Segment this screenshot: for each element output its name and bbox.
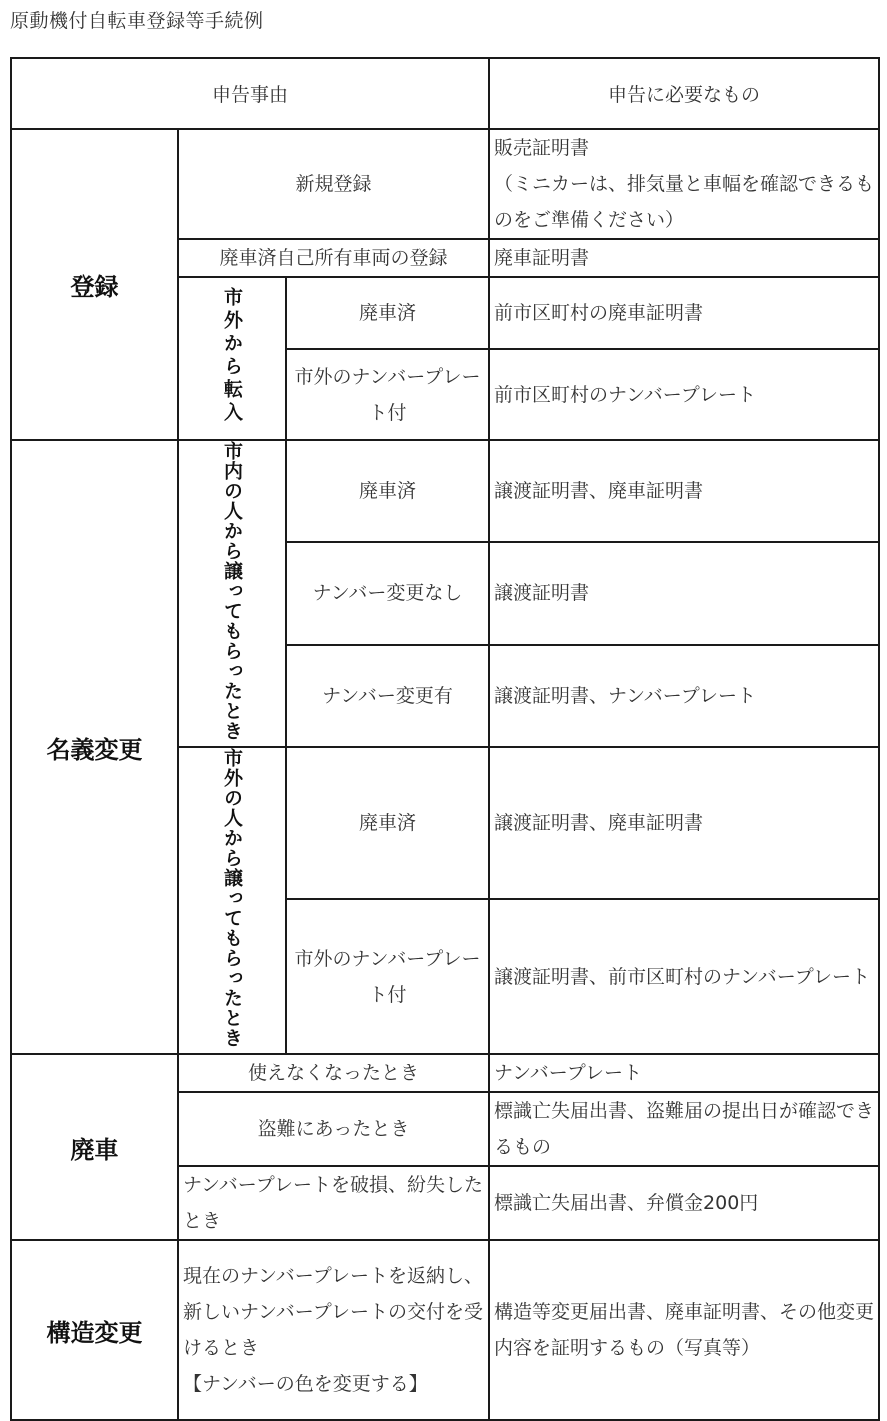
group-outside-city: 市外の人から譲ってもらったとき — [178, 747, 286, 1054]
header-row — [11, 58, 879, 129]
reason-scrapped-own: 廃車済自己所有車両の登録 — [178, 239, 489, 277]
required-scrapped-own: 廃車証明書 — [489, 239, 879, 277]
required-unusable: ナンバープレート — [489, 1054, 879, 1092]
table-row — [11, 1240, 879, 1420]
reason-structure-change — [178, 1240, 489, 1420]
reason-new-registration: 新規登録 — [178, 129, 489, 239]
reason-inside-no-change: ナンバー変更なし — [286, 542, 489, 645]
required-new-registration — [489, 129, 879, 239]
category-structure-change: 構造変更 — [11, 1240, 178, 1420]
required-inside-no-change: 譲渡証明書 — [489, 542, 879, 645]
header-required: 申告に必要なもの — [489, 58, 879, 129]
required-structure-change: 構造等変更届出書、廃車証明書、その他変更内容を証明するもの（写真等） — [489, 1240, 879, 1420]
group-transfer-in: 市外から転入 — [178, 277, 286, 440]
category-registration: 登録 — [11, 129, 178, 440]
reason-note: 【ナンバーの色を変更する】 — [183, 1373, 428, 1395]
required-line: 販売証明書 — [494, 137, 590, 159]
reason-inside-change: ナンバー変更有 — [286, 645, 489, 747]
reason-stolen: 盗難にあったとき — [178, 1092, 489, 1166]
header-reason: 申告事由 — [11, 58, 489, 129]
required-stolen: 標識亡失届出書、盗難届の提出日が確認できるもの — [489, 1092, 879, 1166]
reason-transfer-scrapped: 廃車済 — [286, 277, 489, 349]
required-transfer-scrapped: 前市区町村の廃車証明書 — [489, 277, 879, 349]
reason-damaged: ナンバープレートを破損、紛失したとき — [178, 1166, 489, 1240]
required-outside-scrapped: 譲渡証明書、廃車証明書 — [489, 747, 879, 899]
reason-outside-scrapped: 廃車済 — [286, 747, 489, 899]
procedure-table — [10, 57, 880, 1421]
reason-unusable: 使えなくなったとき — [178, 1054, 489, 1092]
required-transfer-plate: 前市区町村のナンバープレート — [489, 349, 879, 440]
required-inside-change: 譲渡証明書、ナンバープレート — [489, 645, 879, 747]
document-title: 原動機付自転車登録等手続例 — [10, 10, 264, 32]
reason-text: 現在のナンバープレートを返納し、新しいナンバープレートの交付を受けるとき — [183, 1265, 484, 1359]
reason-outside-plate: 市外のナンバープレート付 — [286, 899, 489, 1054]
table-row — [11, 129, 879, 239]
required-inside-scrapped: 譲渡証明書、廃車証明書 — [489, 440, 879, 542]
required-damaged: 標識亡失届出書、弁償金200円 — [489, 1166, 879, 1240]
category-name-change: 名義変更 — [11, 440, 178, 1054]
required-note: （ミニカーは、排気量と車幅を確認できるものをご準備ください） — [494, 173, 875, 231]
table-row — [11, 1054, 879, 1092]
reason-transfer-plate: 市外のナンバープレート付 — [286, 349, 489, 440]
table-row — [11, 440, 879, 542]
group-inside-city: 市内の人から譲ってもらったとき — [178, 440, 286, 747]
reason-inside-scrapped: 廃車済 — [286, 440, 489, 542]
category-scrap: 廃車 — [11, 1054, 178, 1240]
required-outside-plate: 譲渡証明書、前市区町村のナンバープレート — [489, 899, 879, 1054]
